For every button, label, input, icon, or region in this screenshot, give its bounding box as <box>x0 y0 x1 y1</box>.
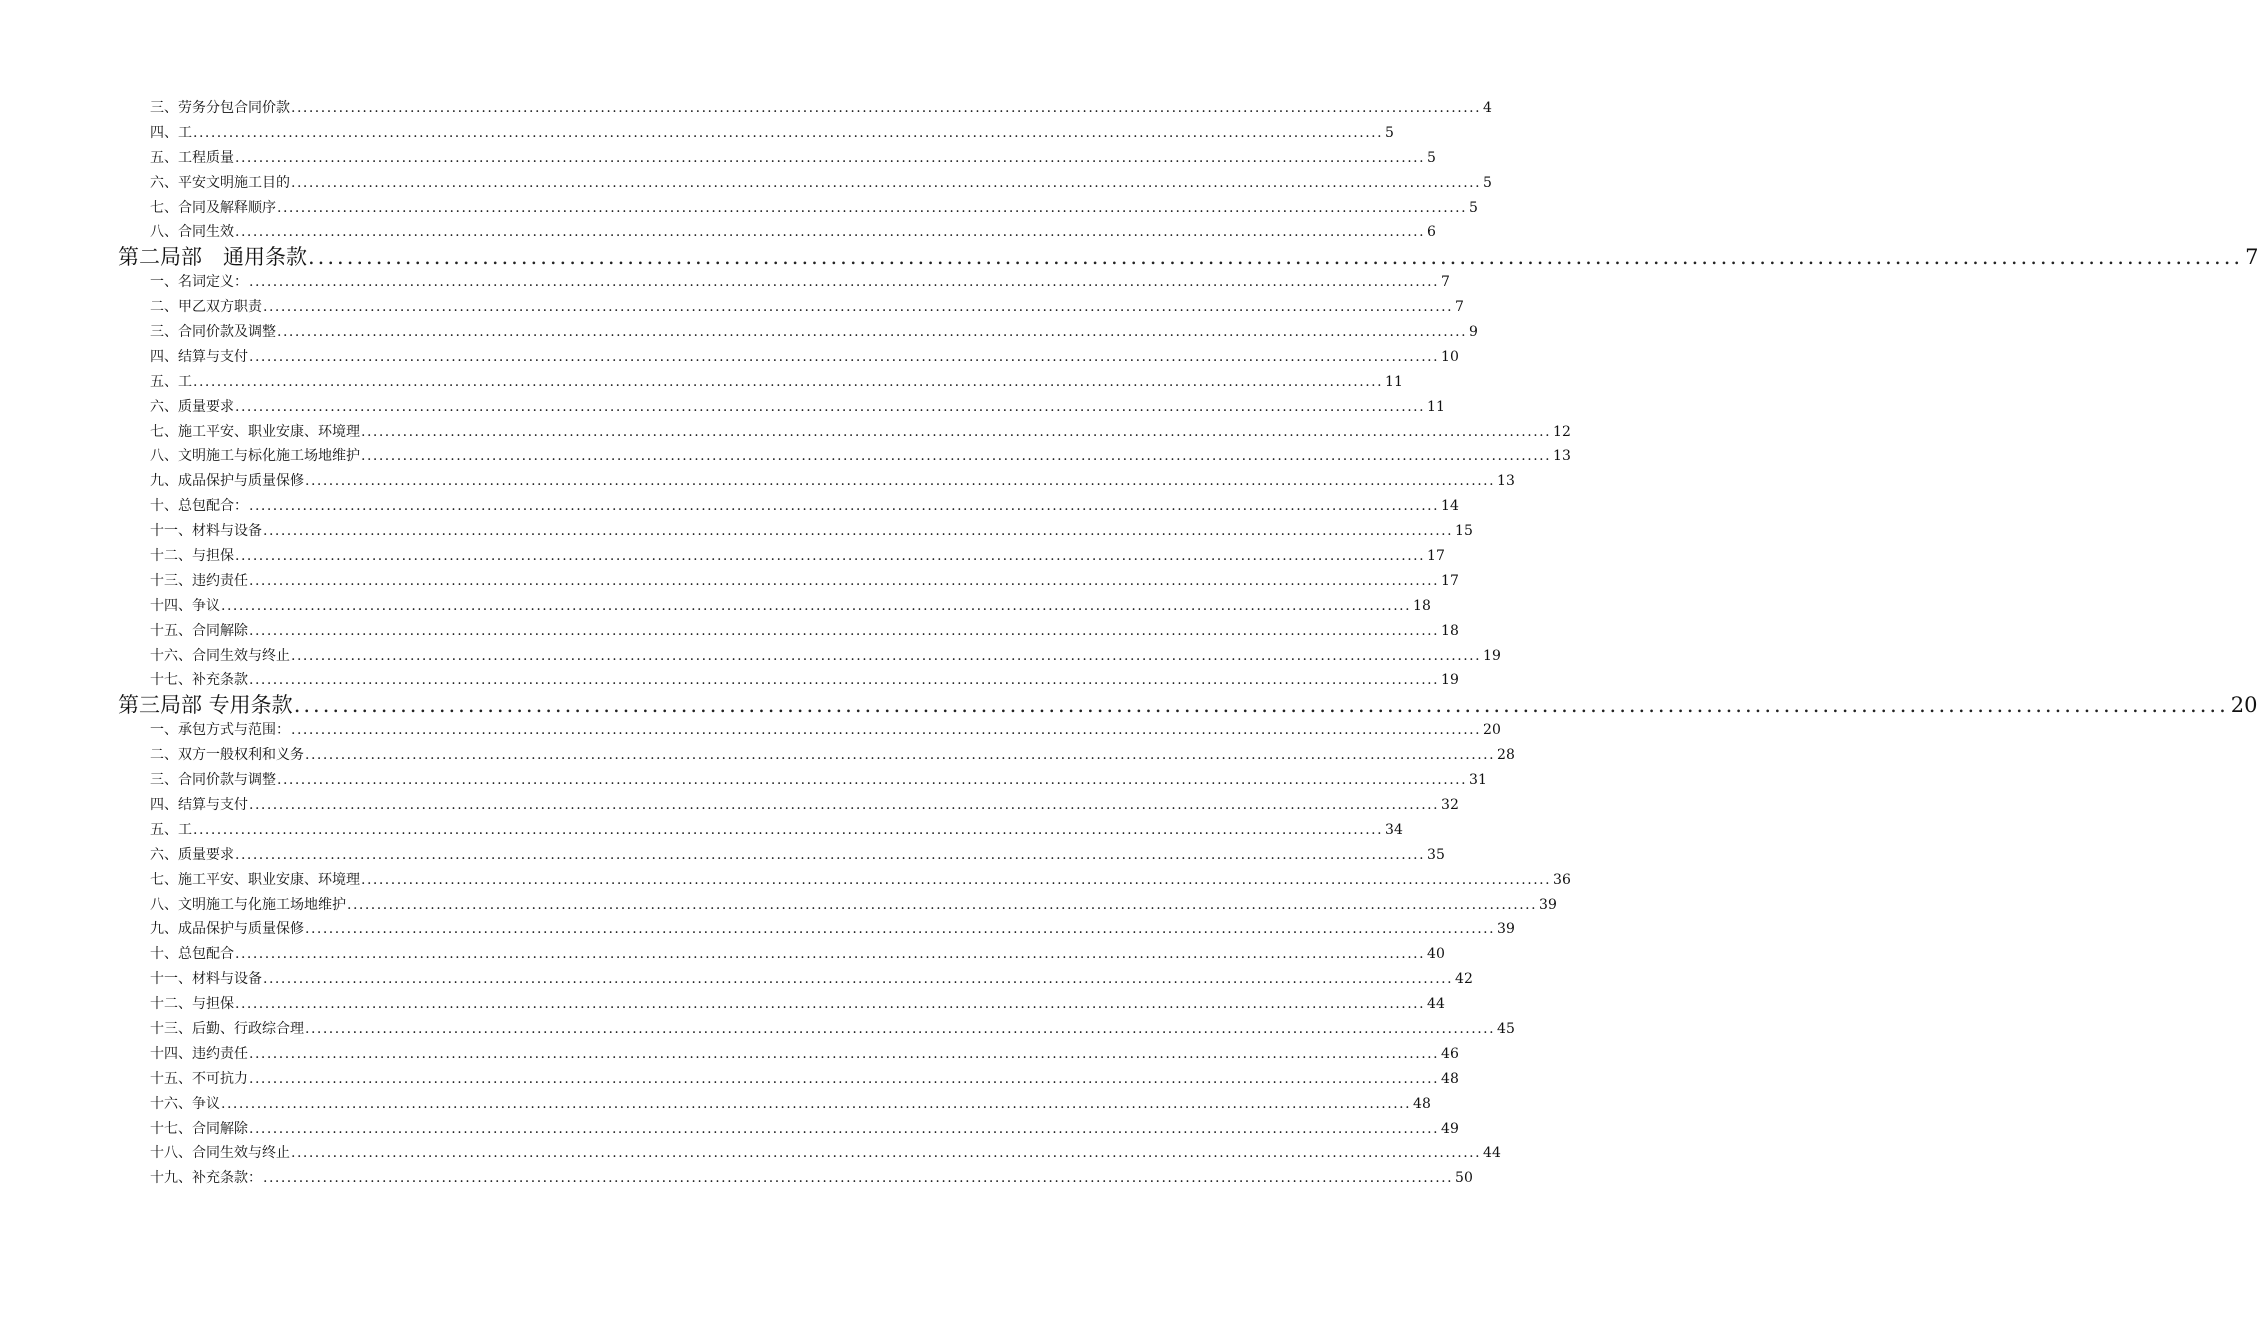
toc-page-number: 9 <box>1469 324 1478 341</box>
toc-page-number: 13 <box>1497 473 1515 490</box>
toc-entry-label: 九、成品保护与质量保修 <box>150 473 304 490</box>
toc-page-number: 10 <box>1441 348 1459 365</box>
toc-entry-label: 七、施工平安、职业安康、环境理 <box>150 423 360 440</box>
toc-entry[interactable] <box>150 320 1478 345</box>
toc-page-number: 48 <box>1413 1095 1431 1112</box>
toc-page-number: 39 <box>1497 921 1515 938</box>
toc-entry[interactable] <box>150 644 1501 669</box>
toc-entry-label: 七、合同及解释顺序 <box>150 199 276 216</box>
toc-part-heading[interactable] <box>118 693 2258 718</box>
toc-page-number: 31 <box>1469 772 1487 789</box>
toc-page-number: 5 <box>1483 174 1492 191</box>
toc-entry[interactable] <box>150 793 1459 818</box>
dot-leader: ........................................................................................................................................................................................................ <box>277 772 1468 789</box>
toc-entry[interactable] <box>150 121 1394 146</box>
toc-entry[interactable] <box>150 270 1450 295</box>
toc-entry[interactable] <box>150 96 1492 121</box>
toc-entry[interactable] <box>150 395 1445 420</box>
toc-entry[interactable] <box>150 1042 1459 1067</box>
toc-entry-label: 十三、后勤、行政综合理 <box>150 1020 304 1037</box>
toc-entry-label: 十六、合同生效与终止 <box>150 647 290 664</box>
part2-item-list <box>0 270 1571 693</box>
dot-leader: ........................................................................................................................................................................................................ <box>305 1020 1496 1037</box>
toc-entry-label: 十七、合同解除 <box>150 1120 248 1137</box>
dot-leader: ........................................................................................................................................................................................................ <box>249 622 1440 639</box>
toc-part-heading[interactable] <box>118 245 2258 270</box>
toc-entry[interactable] <box>150 146 1436 171</box>
toc-page-number: 35 <box>1427 846 1445 863</box>
toc-entry-label: 四、结算与支付 <box>150 796 248 813</box>
dot-leader: ........................................................................................................................................................................................................ <box>193 821 1384 838</box>
toc-entry[interactable] <box>150 171 1492 196</box>
dot-leader: ........................................................................................................................................................................................................ <box>235 149 1426 166</box>
toc-entry[interactable] <box>150 718 1501 743</box>
dot-leader: ........................................................................................................................................................................................................ <box>221 597 1412 614</box>
toc-entry-label: 四、结算与支付 <box>150 348 248 365</box>
toc-part-label: 第二局部 通用条款 <box>118 245 307 270</box>
toc-entry-label: 六、平安文明施工目的 <box>150 174 290 191</box>
toc-entry-label: 十、总包配合： <box>150 498 248 515</box>
toc-entry-label: 五、工程质量 <box>150 149 234 166</box>
toc-entry[interactable] <box>150 544 1445 569</box>
toc-page-number: 18 <box>1441 622 1459 639</box>
toc-entry-label: 十四、争议 <box>150 597 220 614</box>
toc-page-number: 39 <box>1539 896 1557 913</box>
toc-entry[interactable] <box>150 893 1557 918</box>
toc-entry-label: 三、合同价款与调整 <box>150 772 276 789</box>
dot-leader: ........................................................................................................................................................................................................ <box>235 996 1426 1013</box>
toc-entry-label: 五、工 <box>150 821 192 838</box>
toc-entry-label: 十、总包配合 <box>150 946 234 963</box>
toc-page-number: 19 <box>1441 672 1459 689</box>
toc-page-number: 20 <box>2230 693 2258 718</box>
toc-entry-label: 八、文明施工与标化施工场地维护 <box>150 448 360 465</box>
toc-entry-label: 十八、合同生效与终止 <box>150 1145 290 1162</box>
toc-entry-label: 十二、与担保 <box>150 996 234 1013</box>
dot-leader: ........................................................................................................................................................................................................ <box>361 448 1552 465</box>
toc-entry[interactable] <box>150 494 1459 519</box>
toc-page-number: 17 <box>1427 548 1445 565</box>
part3-item-list <box>0 718 1571 1191</box>
dot-leader: ........................................................................................................................................................................................................ <box>235 398 1426 415</box>
toc-entry-label: 一、承包方式与范围： <box>150 722 290 739</box>
toc-entry-label: 四、工 <box>150 124 192 141</box>
toc-page-number: 17 <box>1441 572 1459 589</box>
toc-entry[interactable] <box>150 519 1473 544</box>
toc-page-number: 34 <box>1385 821 1403 838</box>
toc-page-number: 5 <box>1385 124 1394 141</box>
toc-entry[interactable] <box>150 444 1571 469</box>
toc-entry[interactable] <box>150 1117 1459 1142</box>
toc-page-number: 36 <box>1553 871 1571 888</box>
toc-entry-label: 二、双方一般权利和义务 <box>150 747 304 764</box>
dot-leader: ........................................................................................................................................................................................................ <box>277 324 1468 341</box>
toc-entry[interactable] <box>150 868 1571 893</box>
toc-page-number: 7 <box>1455 299 1464 316</box>
dot-leader: ........................................................................................................................................................................................................ <box>293 693 2229 718</box>
dot-leader: ........................................................................................................................................................................................................ <box>263 299 1454 316</box>
toc-page-number: 11 <box>1427 398 1445 415</box>
toc-entry-label: 十五、不可抗力 <box>150 1070 248 1087</box>
dot-leader: ........................................................................................................................................................................................................ <box>291 100 1482 116</box>
toc-entry[interactable] <box>150 196 1478 221</box>
table-of-contents <box>0 96 2258 1191</box>
toc-entry[interactable] <box>150 220 1436 245</box>
toc-entry-label: 十一、材料与设备 <box>150 971 262 988</box>
toc-page-number: 15 <box>1455 523 1473 540</box>
toc-entry-label: 十九、补充条款： <box>150 1170 262 1187</box>
dot-leader: ........................................................................................................................................................................................................ <box>235 946 1426 963</box>
toc-page-number: 7 <box>2245 245 2258 270</box>
toc-page-number: 5 <box>1469 199 1478 216</box>
dot-leader: ........................................................................................................................................................................................................ <box>193 124 1384 141</box>
toc-entry-label: 八、文明施工与化施工场地维护 <box>150 896 346 913</box>
toc-entry[interactable] <box>150 668 1459 693</box>
toc-entry[interactable] <box>150 370 1403 395</box>
toc-entry[interactable] <box>150 1092 1431 1117</box>
toc-entry-label: 十五、合同解除 <box>150 622 248 639</box>
toc-entry-label: 十三、违约责任 <box>150 572 248 589</box>
toc-entry[interactable] <box>150 818 1403 843</box>
dot-leader: ........................................................................................................................................................................................................ <box>249 498 1440 515</box>
toc-entry-label: 六、质量要求 <box>150 846 234 863</box>
toc-page-number: 4 <box>1483 100 1492 116</box>
toc-entry-label: 九、成品保护与质量保修 <box>150 921 304 938</box>
dot-leader: ........................................................................................................................................................................................................ <box>235 224 1426 241</box>
dot-leader: ........................................................................................................................................................................................................ <box>249 796 1440 813</box>
toc-entry-label: 三、合同价款及调整 <box>150 324 276 341</box>
toc-entry[interactable] <box>150 743 1515 768</box>
toc-entry-label: 一、名词定义： <box>150 274 248 291</box>
dot-leader: ........................................................................................................................................................................................................ <box>221 1095 1412 1112</box>
dot-leader: ........................................................................................................................................................................................................ <box>305 473 1496 490</box>
toc-entry[interactable] <box>150 1141 1501 1166</box>
toc-entry-label: 六、质量要求 <box>150 398 234 415</box>
toc-entry-label: 五、工 <box>150 373 192 390</box>
toc-entry[interactable] <box>150 345 1459 370</box>
toc-page-number: 42 <box>1455 971 1473 988</box>
dot-leader: ........................................................................................................................................................................................................ <box>249 1045 1440 1062</box>
toc-entry-label: 十六、争议 <box>150 1095 220 1112</box>
toc-part-label: 第三局部 专用条款 <box>118 693 293 718</box>
dot-leader: ........................................................................................................................................................................................................ <box>263 523 1454 540</box>
toc-page-number: 7 <box>1441 274 1450 291</box>
toc-entry[interactable] <box>150 967 1473 992</box>
dot-leader: ........................................................................................................................................................................................................ <box>305 747 1496 764</box>
dot-leader: ........................................................................................................................................................................................................ <box>249 348 1440 365</box>
toc-page-number: 14 <box>1441 498 1459 515</box>
toc-entry-label: 二、甲乙双方职责 <box>150 299 262 316</box>
toc-entry[interactable] <box>150 295 1464 320</box>
toc-page-number: 6 <box>1427 224 1436 241</box>
dot-leader: ........................................................................................................................................................................................................ <box>305 921 1496 938</box>
toc-entry-label: 八、合同生效 <box>150 224 234 241</box>
toc-entry-label: 十七、补充条款 <box>150 672 248 689</box>
dot-leader: ........................................................................................................................................................................................................ <box>291 647 1482 664</box>
dot-leader: ........................................................................................................................................................................................................ <box>291 174 1482 191</box>
part1-tail-list <box>0 96 1492 245</box>
toc-entry[interactable] <box>150 469 1515 494</box>
toc-entry[interactable] <box>150 619 1459 644</box>
toc-entry[interactable] <box>150 768 1487 793</box>
toc-entry[interactable] <box>150 594 1431 619</box>
dot-leader: ........................................................................................................................................................................................................ <box>249 572 1440 589</box>
toc-page-number: 20 <box>1483 722 1501 739</box>
toc-entry-label: 三、劳务分包合同价款 <box>150 100 290 116</box>
toc-page-number: 28 <box>1497 747 1515 764</box>
toc-entry[interactable] <box>150 843 1445 868</box>
toc-page-number: 40 <box>1427 946 1445 963</box>
dot-leader: ........................................................................................................................................................................................................ <box>263 971 1454 988</box>
toc-entry[interactable] <box>150 1166 1473 1191</box>
dot-leader: ........................................................................................................................................................................................................ <box>235 846 1426 863</box>
toc-page-number: 32 <box>1441 796 1459 813</box>
dot-leader: ........................................................................................................................................................................................................ <box>347 896 1538 913</box>
toc-page-number: 5 <box>1427 149 1436 166</box>
toc-entry[interactable] <box>150 420 1571 445</box>
dot-leader: ........................................................................................................................................................................................................ <box>308 245 2244 270</box>
dot-leader: ........................................................................................................................................................................................................ <box>249 672 1440 689</box>
dot-leader: ........................................................................................................................................................................................................ <box>277 199 1468 216</box>
toc-entry-label: 七、施工平安、职业安康、环境理 <box>150 871 360 888</box>
toc-entry[interactable] <box>150 917 1515 942</box>
toc-page-number: 11 <box>1385 373 1403 390</box>
toc-entry[interactable] <box>150 569 1459 594</box>
toc-entry-label: 十四、违约责任 <box>150 1045 248 1062</box>
toc-page-number: 13 <box>1553 448 1571 465</box>
dot-leader: ........................................................................................................................................................................................................ <box>291 1145 1482 1162</box>
dot-leader: ........................................................................................................................................................................................................ <box>249 1070 1440 1087</box>
toc-entry-label: 十二、与担保 <box>150 548 234 565</box>
toc-page-number: 44 <box>1427 996 1445 1013</box>
toc-entry[interactable] <box>150 1017 1515 1042</box>
toc-page-number: 19 <box>1483 647 1501 664</box>
dot-leader: ........................................................................................................................................................................................................ <box>193 373 1384 390</box>
toc-page-number: 46 <box>1441 1045 1459 1062</box>
toc-entry[interactable] <box>150 992 1445 1017</box>
toc-page-number: 44 <box>1483 1145 1501 1162</box>
toc-page-number: 45 <box>1497 1020 1515 1037</box>
toc-page-number: 49 <box>1441 1120 1459 1137</box>
toc-page-number: 12 <box>1553 423 1571 440</box>
toc-entry-label: 十一、材料与设备 <box>150 523 262 540</box>
dot-leader: ........................................................................................................................................................................................................ <box>235 548 1426 565</box>
toc-page-number: 48 <box>1441 1070 1459 1087</box>
toc-page-number: 50 <box>1455 1170 1473 1187</box>
dot-leader: ........................................................................................................................................................................................................ <box>361 871 1552 888</box>
dot-leader: ........................................................................................................................................................................................................ <box>291 722 1482 739</box>
dot-leader: ........................................................................................................................................................................................................ <box>249 274 1440 291</box>
toc-page-number: 18 <box>1413 597 1431 614</box>
dot-leader: ........................................................................................................................................................................................................ <box>249 1120 1440 1137</box>
toc-entry[interactable] <box>150 942 1445 967</box>
toc-entry[interactable] <box>150 1067 1459 1092</box>
dot-leader: ........................................................................................................................................................................................................ <box>263 1170 1454 1187</box>
dot-leader: ........................................................................................................................................................................................................ <box>361 423 1552 440</box>
